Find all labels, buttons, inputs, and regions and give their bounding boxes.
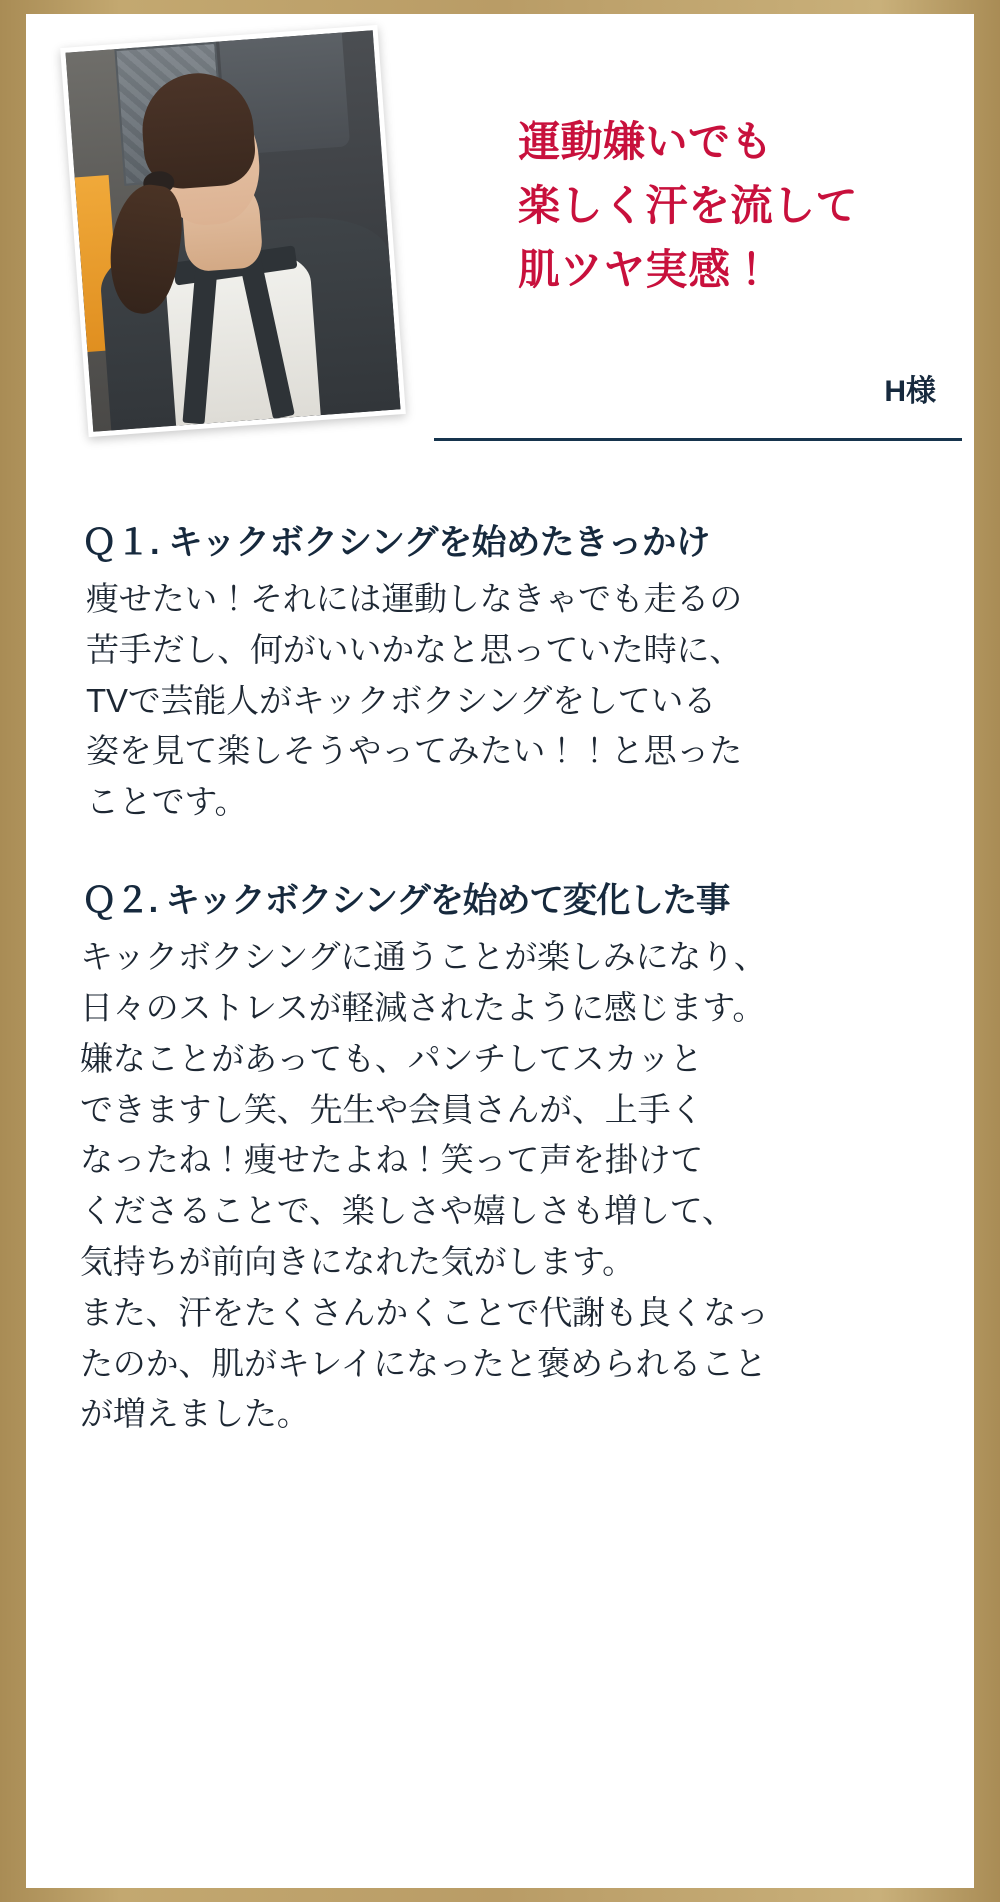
answer-2-line-6: くださることで、楽しさや嬉しさも増して、: [80, 1192, 735, 1230]
answer-2-line-7: 気持ちが前向きになれた気がします。: [80, 1242, 635, 1280]
testimonial-card: [26, 14, 974, 1888]
answer-1-line-3: TVで芸能人がキックボクシングをしている: [86, 681, 717, 719]
headline-line-3: 肌ツヤ実感！: [518, 245, 774, 293]
member-photo: [56, 24, 421, 444]
headline: [518, 110, 948, 301]
photo-image: [65, 30, 400, 432]
answer-2-line-8: また、汗をたくさんかくことで代謝も良くなっ: [80, 1293, 769, 1331]
answer-2-line-4: できますし笑、先生や会員さんが、上手く: [80, 1090, 704, 1128]
headline-line-1: 運動嫌いでも: [518, 118, 774, 165]
answer-2-line-3: 嫌なことがあっても、パンチしてスカッと: [80, 1039, 703, 1077]
answer-2-line-2: 日々のストレスが軽減されたように感じます。: [80, 988, 766, 1026]
customer-label: H様: [884, 375, 936, 408]
answer-2: [80, 932, 940, 1440]
answer-2-line-1: キックボクシングに通うことが楽しみになり、: [80, 938, 767, 976]
answer-2-line-9: たのか、肌がキレイになったと褒められること: [80, 1344, 767, 1382]
answer-1-line-5: ことです。: [86, 783, 248, 821]
photo-frame: [60, 25, 406, 437]
question-1-title: Ｑ１. キックボクシングを始めたきっかけ: [82, 524, 710, 562]
headline-line-2: 楽しく汗を流して: [518, 181, 859, 229]
divider: [434, 438, 962, 441]
answer-1-line-1: 痩せたい！それには運動しなきゃでも走るの: [86, 580, 742, 617]
answer-2-line-10: が増えました。: [80, 1395, 310, 1433]
answer-1-line-2: 苦手だし、何がいいかなと思っていた時に、: [86, 630, 742, 668]
answer-2-line-5: なったね！痩せたよね！笑って声を掛けて: [80, 1141, 704, 1179]
qa-section: [80, 514, 940, 1440]
question-2-title: Ｑ２. キックボクシングを始めて変化した事: [82, 882, 730, 921]
answer-1: [86, 574, 940, 828]
answer-1-line-4: 姿を見て楽しそうやってみたい！！と思った: [86, 732, 742, 770]
